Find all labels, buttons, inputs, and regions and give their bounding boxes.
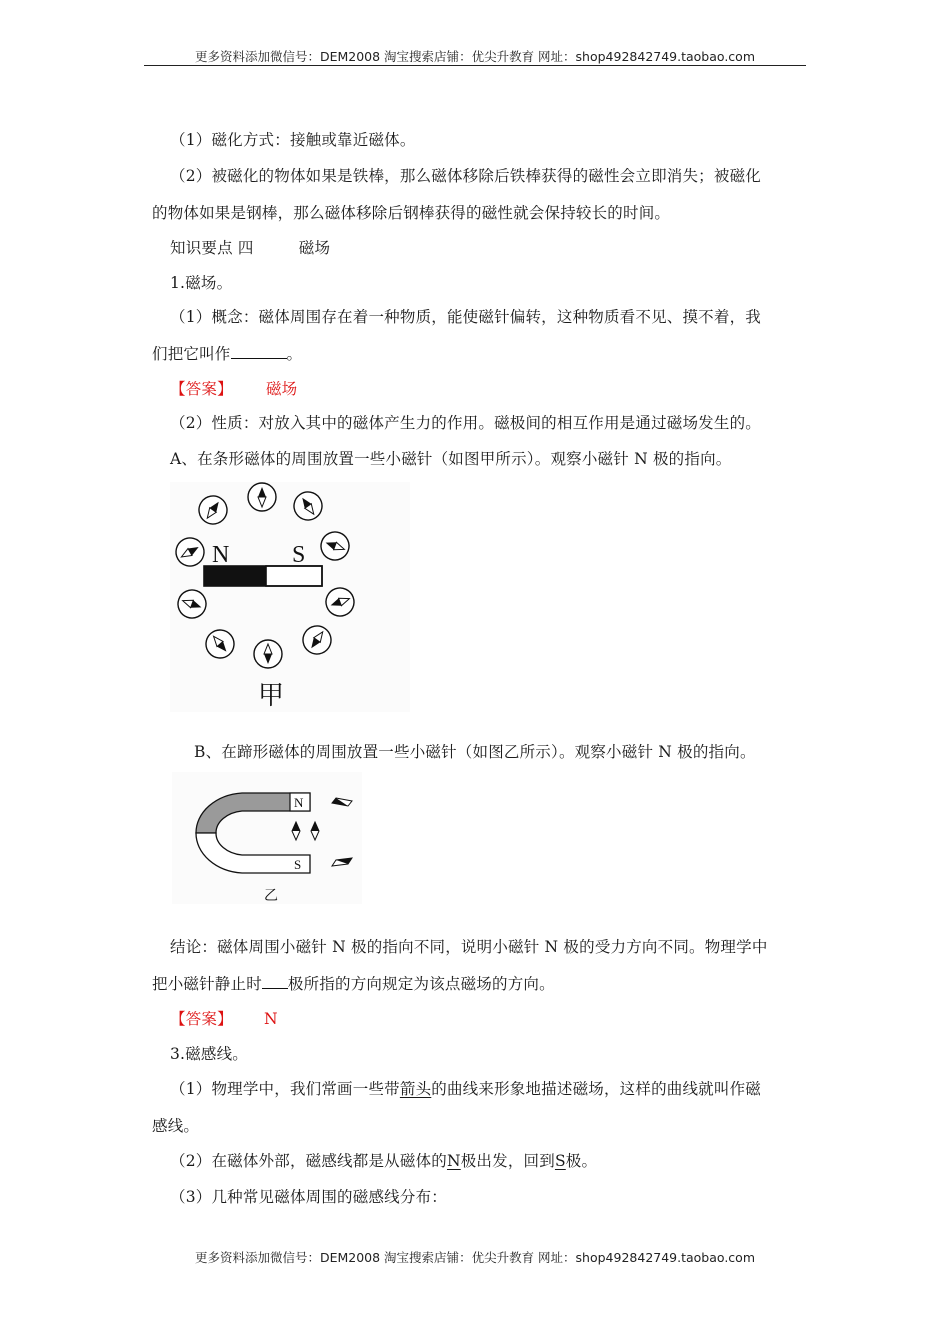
conclusion-line2 [152, 972, 808, 994]
concept-end: 。 [286, 345, 303, 363]
field-lines-line1 [152, 1077, 808, 1099]
section-name: 磁场 [298, 239, 331, 257]
figure-caption-yi: 乙 [264, 888, 278, 904]
field-lines-distribution: （3）几种常见磁体周围的磁感线分布： [170, 1188, 447, 1206]
magnet-s-half [266, 566, 322, 586]
figure-horseshoe-magnet [172, 772, 362, 904]
concept-line1: （1）概念：磁体周围存在着一种物质，能使磁针偏转，这种物质看不见、摸不着，我 [170, 308, 761, 326]
answer-label: 【答案】 [170, 380, 233, 398]
bar-magnet-n-label: N [212, 542, 230, 568]
horseshoe-n-label: N [294, 795, 304, 810]
answer-2 [152, 1007, 808, 1029]
experiment-a-text: A、在条形磁体的周围放置一些小磁针（如图甲所示）。观察小磁针 N 极的指向。 [170, 450, 732, 468]
fill-blank-1 [231, 346, 287, 359]
conclusion-text-1: 把小磁针静止时 [152, 975, 262, 993]
answer-1 [152, 377, 808, 399]
field-text-1: （1）物理学中，我们常画一些带 [170, 1080, 400, 1098]
compass-2 [248, 483, 276, 511]
answer-value-2: N [263, 1010, 278, 1028]
paragraph-magnetized-line2: 的物体如果是钢棒，那么磁体移除后钢棒获得的磁性就会保持较长的时间。 [152, 204, 671, 222]
magnet-n-half [204, 566, 266, 586]
property-line: （2）性质：对放入其中的磁体产生力的作用。磁极间的相互作用是通过磁场发生的。 [170, 414, 761, 432]
field-lines-direction [152, 1149, 808, 1171]
page-header: 更多资料添加微信号：DEM2008 淘宝搜索店铺：优尖升教育 网址：shop492842749.taobao.com [194, 49, 756, 64]
header-rule [144, 65, 806, 66]
figure-caption-jia: 甲 [258, 681, 285, 711]
answer-value: 磁场 [265, 380, 298, 398]
field-dir-3: 极。 [565, 1152, 598, 1170]
field-dir-n: N [446, 1152, 461, 1170]
field-dir-1: （2）在磁体外部，磁感线都是从磁体的 [170, 1152, 447, 1170]
page-footer: 更多资料添加微信号：DEM2008 淘宝搜索店铺：优尖升教育 网址：shop492842749.taobao.com [194, 1250, 756, 1265]
paragraph-magnetization-method: （1）磁化方式：接触或靠近磁体。 [170, 131, 416, 149]
compass-9 [254, 640, 282, 668]
field-text-2: 的曲线来形象地描述磁场，这样的曲线就叫作磁 [431, 1080, 761, 1098]
section-title: 知识要点 四 [170, 239, 254, 257]
field-underlined-arrow: 箭头 [399, 1080, 432, 1098]
paragraph-magnetized-line1: （2）被磁化的物体如果是铁棒，那么磁体移除后铁棒获得的磁性会立即消失；被磁化 [170, 167, 761, 185]
conclusion-text-2: 极所指的方向规定为该点磁场的方向。 [287, 975, 555, 993]
field-lines-line2: 感线。 [152, 1117, 200, 1135]
experiment-b-text: B、在蹄形磁体的周围放置一些小磁针（如图乙所示）。观察小磁针 N 极的指向。 [194, 743, 756, 761]
fill-blank-2 [262, 976, 288, 989]
conclusion-line1: 结论：磁体周围小磁针 N 极的指向不同，说明小磁针 N 极的受力方向不同。物理学中 [170, 938, 768, 956]
horseshoe-s-label: S [294, 857, 302, 872]
field-dir-s: S [554, 1152, 566, 1170]
concept-text: 们把它叫作 [152, 345, 231, 363]
figure-bar-magnet [170, 482, 410, 712]
field-dir-2: 极出发，回到 [460, 1152, 555, 1170]
bar-magnet-s-label: S [292, 542, 306, 568]
section-heading [152, 236, 808, 258]
concept-line2 [152, 342, 808, 364]
answer-label-2: 【答案】 [170, 1010, 233, 1028]
item-3-heading: 3.磁感线。 [170, 1045, 248, 1063]
item-1-heading: 1.磁场。 [170, 274, 233, 292]
